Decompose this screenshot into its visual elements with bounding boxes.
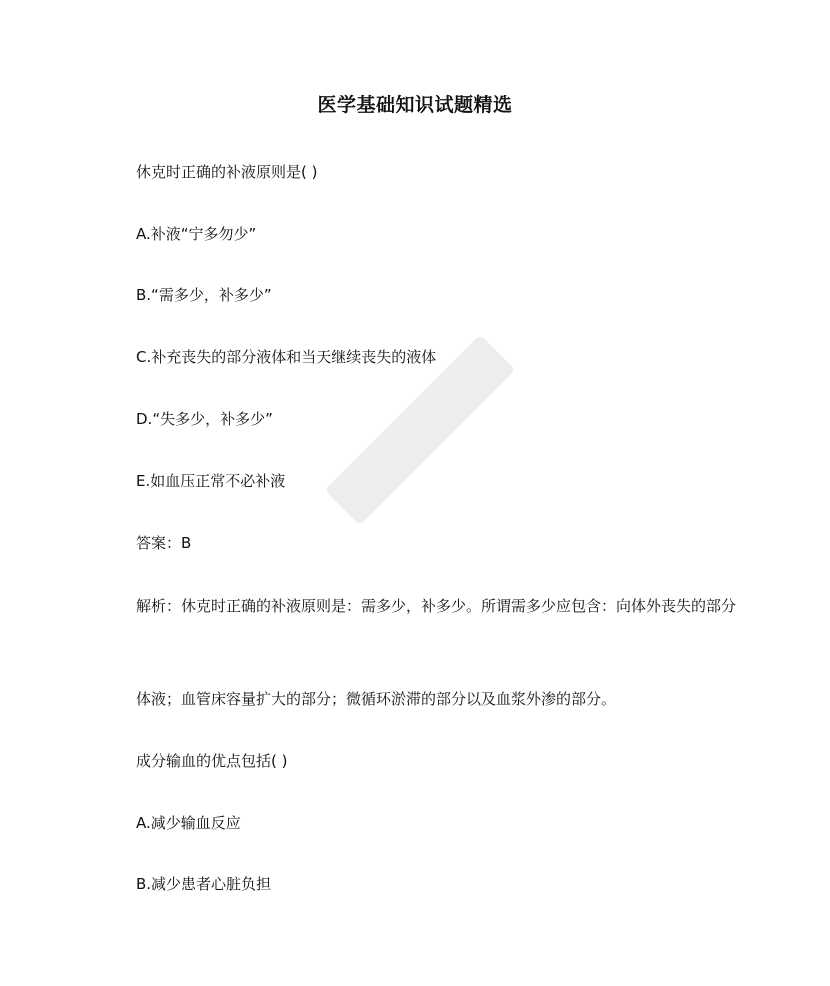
question-2-option-a: A.减少输血反应 bbox=[136, 814, 241, 832]
question-1-option-d: D.“失多少，补多少” bbox=[136, 410, 273, 428]
question-1-option-b: B.“需多少，补多少” bbox=[136, 286, 272, 304]
question-1-stem: 休克时正确的补液原则是( ) bbox=[136, 163, 318, 181]
question-1-option-a: A.补液“宁多勿少” bbox=[136, 225, 257, 243]
question-1-analysis: 解析：休克时正确的补液原则是：需多少，补多少。所谓需多少应包含：向体外丧失的部分 bbox=[136, 597, 737, 615]
question-1-analysis-continued: 体液；血管床容量扩大的部分；微循环淤滞的部分以及血浆外渗的部分。 bbox=[136, 690, 617, 708]
watermark-icon bbox=[290, 300, 550, 560]
question-1-answer: 答案：B bbox=[136, 534, 192, 552]
question-2-stem: 成分输血的优点包括( ) bbox=[136, 752, 288, 770]
question-1-option-c: C.补充丧失的部分液体和当天继续丧失的液体 bbox=[136, 348, 437, 366]
question-1-option-e: E.如血压正常不必补液 bbox=[136, 472, 286, 490]
question-2-option-b: B.减少患者心脏负担 bbox=[136, 875, 272, 893]
document-title: 医学基础知识试题精选 bbox=[317, 94, 513, 116]
